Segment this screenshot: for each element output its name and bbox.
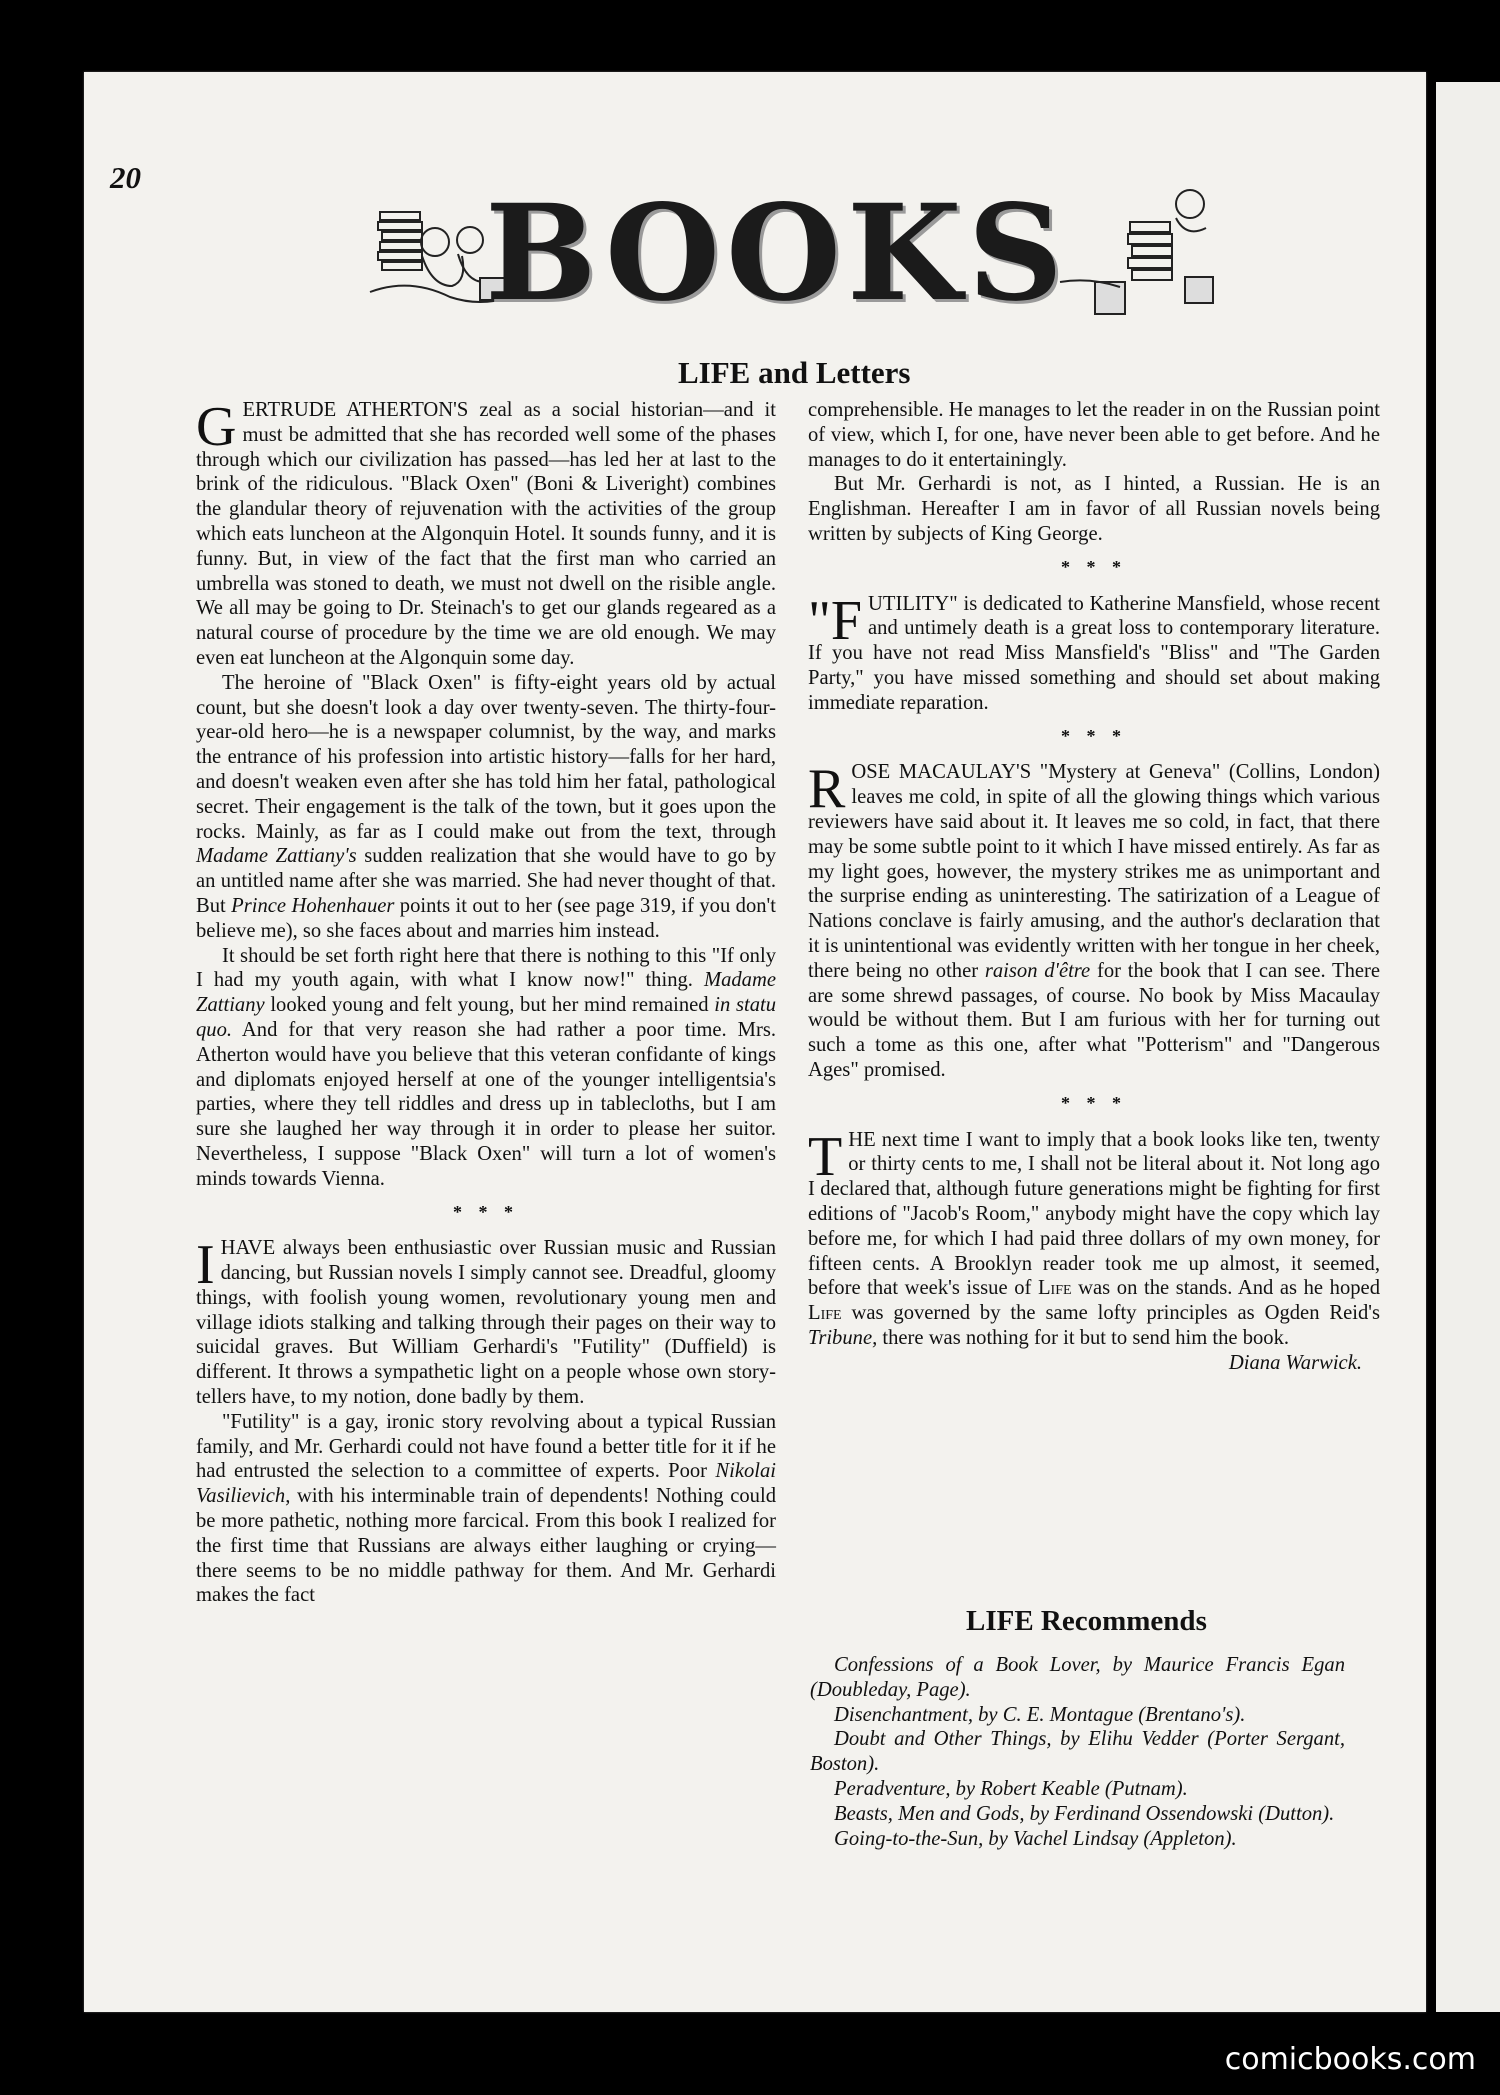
drop-cap: R — [808, 758, 846, 821]
text-run: The heroine of "Black Oxen" is fifty-eight years old by actual count, but she doesn't look a day over twenty-seven. The thirty-four-year-old hero—he is a newspaper columnist, by the way, and marks the entrance of his profession into artistic history—falls for her hard, and doesn't weaken even after she has told him her fatal, pathological secret. Their engagement is the talk of the town, but it goes upon the rocks. Mainly, as far as I could make out from the text, through — [196, 671, 776, 843]
paragraph — [808, 760, 1380, 1082]
paragraph: comprehensible. He manages to let the reader in on the Russian point of view, which I, for one, have never been able to get before. And he manages to do it entertainingly. — [808, 399, 1380, 471]
list-item: Beasts, Men and Gods, by Ferdinand Ossendowski (Dutton). — [834, 1802, 1335, 1825]
section-divider: * * * — [453, 1201, 519, 1222]
section-divider: * * * — [1061, 556, 1127, 577]
books-masthead — [360, 176, 1240, 331]
text-run: looked young and felt young, but her mind remained — [264, 994, 715, 1017]
text-run: there was nothing for it but to send him the book. — [877, 1326, 1290, 1349]
left-column — [196, 398, 776, 1608]
italic-text: in statu quo. — [196, 994, 777, 1041]
text-run: sudden realization that she would have to go by an untitled name after she was married. She had never thought of that. But — [196, 845, 776, 917]
drop-cap: I — [196, 1234, 215, 1297]
section-title: LIFE and Letters — [678, 355, 911, 390]
paragraph — [196, 1410, 776, 1608]
text-run: HAVE always been enthusiastic over Russian music and Russian dancing, but Russian novels I simply cannot see. Dreadful, gloomy things, with foolish young women, revolutionary young men and village idiots stalking and talking through their pages on their way to suicidal graves. But William Gerhardi's "Futility" (Duffield) is different. It throws a sympathetic light on a people whose own story-tellers have, to my notion, done badly by them. — [196, 1237, 776, 1409]
paragraph — [808, 1125, 1380, 1351]
text-run: "Futility" is a gay, ironic story revolving about a typical Russian family, and Mr. Gerhardi could not have found a better title for it if he had entrusted the selection to a committee of experts. Poor — [196, 1410, 776, 1483]
paragraph: But Mr. Gerhardi is not, as I hinted, a Russian. He is an Englishman. Hereafter I am in favor of all Russian novels being written by subjects of King George. — [808, 473, 1380, 545]
drop-cap: T — [808, 1125, 843, 1188]
italic-text: Tribune, — [808, 1326, 878, 1349]
italic-text: Nikolai Vasilievich, — [196, 1460, 776, 1508]
text-run: It should be set forth right here that there is nothing to this "If only I had my youth again, with what I know now!" thing. — [196, 944, 776, 992]
italic-text: Prince Hohenhauer — [231, 894, 395, 917]
paragraph-text: ERTRUDE ATHERTON'S zeal as a social historian—and it must be admitted that she has recorded well some of the phases through which our civilization has passed—has led her at last to the brink of the ridiculous. "Black Oxen" (Boni & Liveright) combines the glandular theory of rejuvenation with the activities of the group which eats luncheon at the Algonquin Hotel. It sounds funny, and it is funny. But, in view of the fact that the first man who carried an umbrella was stoned to death, we must not dwell on the risible angle. We all may be going to Dr. Steinach's to get our glands regeared as a natural course of procedure by the time we are old enough. We may even eat luncheon at the Algonquin some day. — [196, 399, 776, 669]
small-caps-text: Life — [1037, 1277, 1072, 1300]
paragraph — [196, 398, 776, 671]
italic-text: Madame Zattiany — [196, 969, 776, 1017]
list-item: Peradventure, by Robert Keable (Putnam). — [834, 1777, 1188, 1800]
italic-text: raison d'être — [984, 959, 1091, 982]
drop-cap: G — [196, 396, 237, 458]
masthead-title: BOOKS — [485, 176, 1070, 331]
recommends-list — [810, 1653, 1345, 1851]
list-item: Confessions of a Book Lover, by Maurice Francis Egan (Doubleday, Page). — [810, 1654, 1345, 1701]
section-divider: * * * — [1061, 725, 1127, 746]
text-run: OSE MACAULAY'S "Mystery at Geneva" (Collins, London) leaves me cold, in spite of all the glowing things which various reviewers have said about it. It leaves me so cold, in fact, that there may be some subtle point to it which I have missed entirely. As far as my light goes, however, the mystery strikes me as unimportant and the surprise ending as uninteresting. The satirization of a League of Nations conclave is fairly amusing, and the author's declaration that it is unintentional was evidently written with her tongue in her cheek, there being no other — [808, 761, 1380, 982]
text-run: And for that very reason she had rather a poor time. Mrs. Atherton would have you believe that this veteran confidante of kings and diplomats enjoyed herself at one of the younger intelligentsia's parties, where they tell riddles and dress up in tablecloths, but I am sure she laughed her way through it in order to please her suitor. Nevertheless, I suppose "Black Oxen" will turn a lot of women's minds towards Vienna. — [196, 1018, 776, 1190]
section-divider: * * * — [1061, 1092, 1127, 1113]
recommends-title: LIFE Recommends — [966, 1605, 1207, 1637]
italic-text: Madame Zattiany's — [196, 845, 357, 868]
page-number: 20 — [110, 160, 141, 195]
watermark: comicbooks.com — [1224, 2042, 1476, 2077]
small-caps-text: Life — [808, 1302, 842, 1325]
text-run: UTILITY" is dedicated to Katherine Mansfield, whose recent and untimely death is a great loss to contemporary literature. If you have not read Miss Mansfield's "Bliss" and "The Garden Party," you have missed something and should set about making immediate reparation. — [808, 592, 1380, 714]
drop-cap: "F — [808, 589, 863, 652]
text-run: was on the stands. And as he hoped — [1071, 1277, 1380, 1300]
text-run: HE next time I want to imply that a book looks like ten, twenty or thirty cents to me, I shall not be literal about it. Not long ago I declared that, although future generations might be fighting for first editions of "Jacob's Room," anybody might have the copy which lay before me, for which I had paid three dollars of my own money, for fifteen cents. A Brooklyn reader took me up almost, it seemed, before that week's issue of — [808, 1128, 1380, 1300]
list-item: Disenchantment, by C. E. Montague (Brentano's). — [834, 1703, 1246, 1726]
text-run: was governed by the same lofty principles as Ogden Reid's — [841, 1302, 1380, 1325]
paragraph — [196, 671, 776, 944]
adjacent-page-edge — [1436, 82, 1500, 2012]
right-column — [808, 398, 1380, 1375]
paragraph — [196, 944, 776, 1192]
paragraph — [808, 589, 1380, 716]
text-run: for the book that I can see. There are some shrewd passages, of course. No book by Miss Macaulay would be without them. But I am furious with her for turning out such a tome as this one, after what "Potterism" and "Dangerous Ages" promised. — [808, 959, 1380, 1081]
list-item: Doubt and Other Things, by Elihu Vedder (Porter Sergant, Boston). — [810, 1728, 1345, 1776]
paragraph — [196, 1236, 776, 1410]
text-run: with his interminable train of dependents! Nothing could be more pathetic, nothing more farcical. From this book I realized for the first time that Russians are always either laughing or crying—there seems to be no middle pathway for them. And Mr. Gerhardi makes the fact — [196, 1485, 776, 1607]
list-item: Going-to-the-Sun, by Vachel Lindsay (Appleton). — [834, 1827, 1237, 1850]
text-run: points it out to her (see page 319, if you don't believe me), so she faces about and marries him instead. — [196, 894, 776, 942]
author-signature: Diana Warwick. — [1228, 1351, 1362, 1374]
